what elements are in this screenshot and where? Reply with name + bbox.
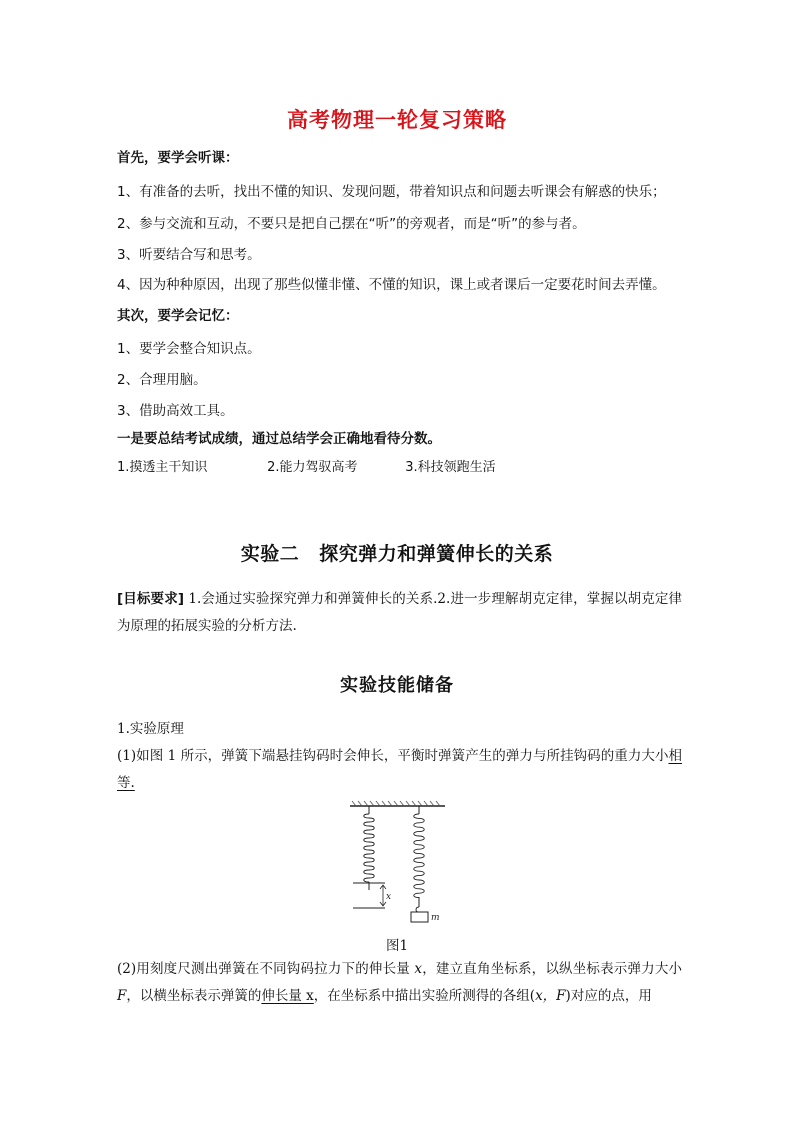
p2-segment-b: ，建立直角坐标系，以纵坐标表示弹力大小 [422,961,683,977]
figure-caption: 图1 [385,938,409,954]
section1-item-4: 4、因为种种原因，出现了那些似懂非懂、不懂的知识，课上或者课后一定要花时间去弄懂。 [117,277,666,293]
p2-segment-d: ，在坐标系中描出实验所测得的各组( [313,988,536,1004]
goal-paragraph [117,586,682,640]
option-2: 2.能力驾驭高考 [267,460,358,475]
options-row [117,456,496,475]
document-title: 高考物理一轮复习策略 [287,108,507,132]
experiment-title-topic: 探究弹力和弹簧伸长的关系 [319,543,554,565]
section2-heading: 其次，要学会记忆： [117,308,239,324]
p2-segment-a: (2)用刻度尺测出弹簧在不同钩码拉力下的伸长量 [117,961,415,977]
summary-text: 一是要总结考试成绩，通过总结学会正确地看待分数。 [117,431,441,447]
section-subheading: 实验技能储备 [340,675,454,696]
section1-item-1: 1、有准备的去听，找出不懂的知识、发现问题，带着知识点和问题去听课会有解惑的快乐； [117,184,666,200]
goal-tag: [目标要求] [117,591,184,607]
section1-heading: 首先，要学会听课： [117,150,239,166]
p2-underlined: 伸长量 x [261,988,314,1004]
option-3: 3.科技领跑生活 [405,460,496,475]
section2-item-3: 3、借助高效工具。 [117,403,234,419]
section1-item-3: 3、听要结合写和思考。 [117,247,261,263]
p2-var-x: x [414,961,423,977]
option-1: 1.摸透主干知识 [117,460,208,475]
principle-label: 1.实验原理 [117,721,184,737]
section1-item-2: 2、参与交流和互动，不要只是把自己摆在“听”的旁观者，而是“听”的参与者。 [117,216,586,232]
p1-underlined: 相等. [117,748,682,791]
principle-paragraph-1 [117,743,682,797]
figure-label-m: m [431,913,440,923]
p2-segment-c: ，以横坐标表示弹簧的 [126,988,262,1004]
experiment-title-number: 实验二 [240,543,300,565]
p2-pair: x，F [535,988,566,1004]
p2-var-F: F [117,988,127,1004]
p1-text: (1)如图 1 所示，弹簧下端悬挂钩码时会伸长，平衡时弹簧产生的弹力与所挂钩码的重力大小 [117,748,669,764]
experiment-title [0,539,794,566]
figure-label-x: x [386,892,392,902]
section2-item-1: 1、要学会整合知识点。 [117,341,261,357]
p2-segment-e: )对应的点，用 [565,988,652,1004]
goal-text: 1.会通过实验探究弹力和弹簧伸长的关系.2.进一步理解胡克定律，掌握以胡克定律为原理的拓展实验的分析方法. [117,591,683,634]
principle-paragraph-2 [117,956,682,1010]
section2-item-2: 2、合理用脑。 [117,372,207,388]
spring-figure [345,800,455,928]
